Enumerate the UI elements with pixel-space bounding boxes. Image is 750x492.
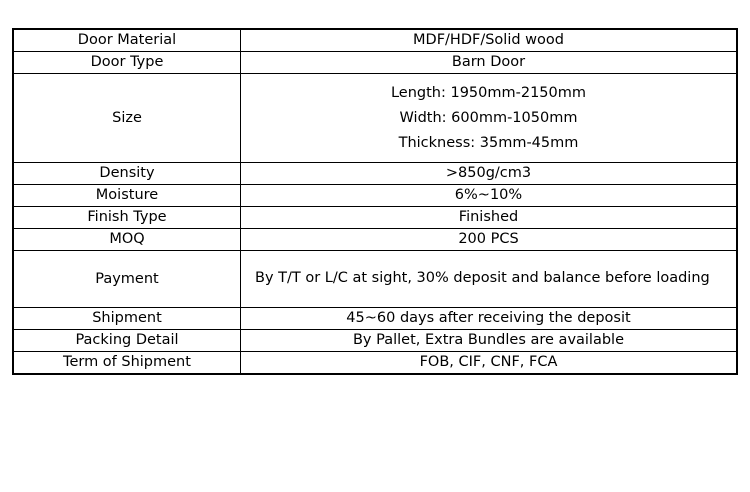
- spec-value-density: >850g/cm3: [241, 163, 738, 185]
- spec-label-payment: Payment: [13, 251, 241, 308]
- table-body: [13, 29, 737, 374]
- spec-value-packing-detail: By Pallet, Extra Bundles are available: [241, 330, 738, 352]
- product-specification-table: [12, 28, 738, 375]
- spec-value-door-type: Barn Door: [241, 52, 738, 74]
- table-row: [13, 308, 737, 330]
- spec-value-size: [241, 74, 738, 163]
- table-row: [13, 229, 737, 251]
- spec-label-door-material: Door Material: [13, 29, 241, 52]
- spec-label-shipment: Shipment: [13, 308, 241, 330]
- table-row: [13, 185, 737, 207]
- table-row: [13, 352, 737, 375]
- table-row: [13, 207, 737, 229]
- spec-label-moq: MOQ: [13, 229, 241, 251]
- spec-value-term-of-shipment: FOB, CIF, CNF, FCA: [241, 352, 738, 375]
- size-lines: [241, 81, 736, 156]
- spec-value-finish-type: Finished: [241, 207, 738, 229]
- spec-label-size: Size: [13, 74, 241, 163]
- table-row: [13, 29, 737, 52]
- spec-label-density: Density: [13, 163, 241, 185]
- spec-label-term-of-shipment: Term of Shipment: [13, 352, 241, 375]
- table-row: [13, 163, 737, 185]
- table-row: [13, 251, 737, 308]
- payment-text: By T/T or L/C at sight, 30% deposit and balance before loading: [255, 270, 710, 287]
- spec-value-moisture: 6%~10%: [241, 185, 738, 207]
- spec-value-moq: 200 PCS: [241, 229, 738, 251]
- size-thickness: Thickness: 35mm-45mm: [398, 134, 579, 151]
- table-row: [13, 74, 737, 163]
- size-length: Length: 1950mm-2150mm: [390, 84, 587, 101]
- spec-value-payment: [241, 251, 738, 308]
- size-width: Width: 600mm-1050mm: [399, 109, 578, 126]
- spec-label-finish-type: Finish Type: [13, 207, 241, 229]
- table-row: [13, 330, 737, 352]
- spec-label-moisture: Moisture: [13, 185, 241, 207]
- spec-value-door-material: MDF/HDF/Solid wood: [241, 29, 738, 52]
- spec-label-door-type: Door Type: [13, 52, 241, 74]
- spec-value-shipment: 45~60 days after receiving the deposit: [241, 308, 738, 330]
- table-row: [13, 52, 737, 74]
- spec-label-packing-detail: Packing Detail: [13, 330, 241, 352]
